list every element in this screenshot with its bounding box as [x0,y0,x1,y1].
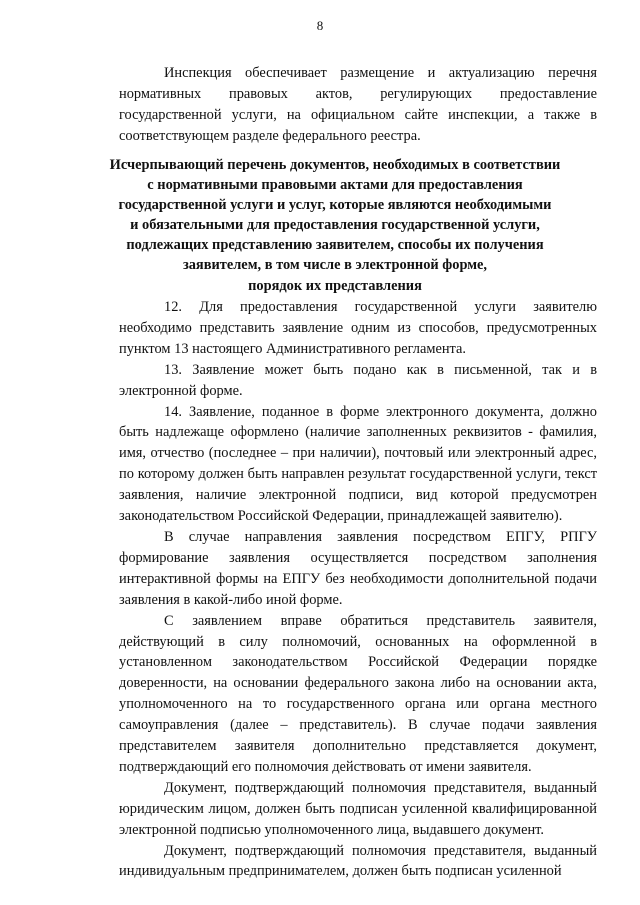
page-number: 8 [316,18,324,33]
heading-line: порядок их представления [248,277,422,294]
paragraph-epgu: В случае направления заявления посредством ЕПГУ, РПГУ формирование заявления осуществляется посредством заполнения интерактивной формы на ЕПГУ без необходимости дополнительной подачи заявления в какой-либо иной форме. [119,528,597,608]
paragraph-legal-entity: Документ, подтверждающий полномочия представителя, выданный юридическим лицом, должен быть подписан усиленной квалифицированной электронной подписью уполномоченного лица, выдавшего документ. [119,779,597,838]
heading-line: заявителем, в том числе в электронной форме, [182,257,488,274]
paragraph-12: 12. Для предоставления государственной услуги заявителю необходимо представить заявление одним из способов, предусмотренных пунктом 13 настоящего Административного регламента. [119,299,597,357]
intro-paragraph: Инспекция обеспечивает размещение и актуализацию перечня нормативных правовых актов, регулирующих предоставление государственной услуги, на официальном сайте инспекции, а также в соответствующем разделе федерального реестра. [119,65,597,144]
heading-line: подлежащих представлению заявителем, способы их получения [126,237,544,254]
section-heading [100,155,570,296]
heading-line: с нормативными правовыми актами для предоставления [147,177,523,194]
paragraph-13: 13. Заявление может быть подано как в письменной, так и в электронной форме. [119,361,597,399]
heading-line: и обязательными для предоставления государственной услуги, [130,217,540,234]
heading-line: Исчерпывающий перечень документов, необходимых в соответствии [109,157,561,173]
main-section [119,297,597,882]
paragraph-entrepreneur: Документ, подтверждающий полномочия представителя, выданный индивидуальным предпринимателем, должен быть подписан усиленной [119,842,597,880]
heading-line: государственной услуги и услуг, которые являются необходимыми [118,197,552,214]
paragraph-representative: С заявлением вправе обратиться представитель заявителя, действующий в силу полномочий, основанных на оформленной в установленном законодательством Российской Федерации порядке доверенности, на основании федерального закона либо на основании акта, уполномоченного на то государственного органа или органа местного самоуправления (далее – представитель). В случае подачи заявления представителем заявителя дополнительно представляется документ, подтверждающий его полномочия действовать от имени заявителя. [119,612,597,775]
intro-section [119,63,597,147]
paragraph-14: 14. Заявление, поданное в форме электронного документа, должно быть надлежаще оформлено (наличие заполненных реквизитов - фамилия, имя, отчество (последнее – при наличии), почтовый или электронный адрес, по которому должен быть направлен результат государственной услуги, текст заявления, наличие электронной подписи, вид которой предусмотрен законодательством Российской Федерации, принадлежащей заявителю). [119,403,597,525]
